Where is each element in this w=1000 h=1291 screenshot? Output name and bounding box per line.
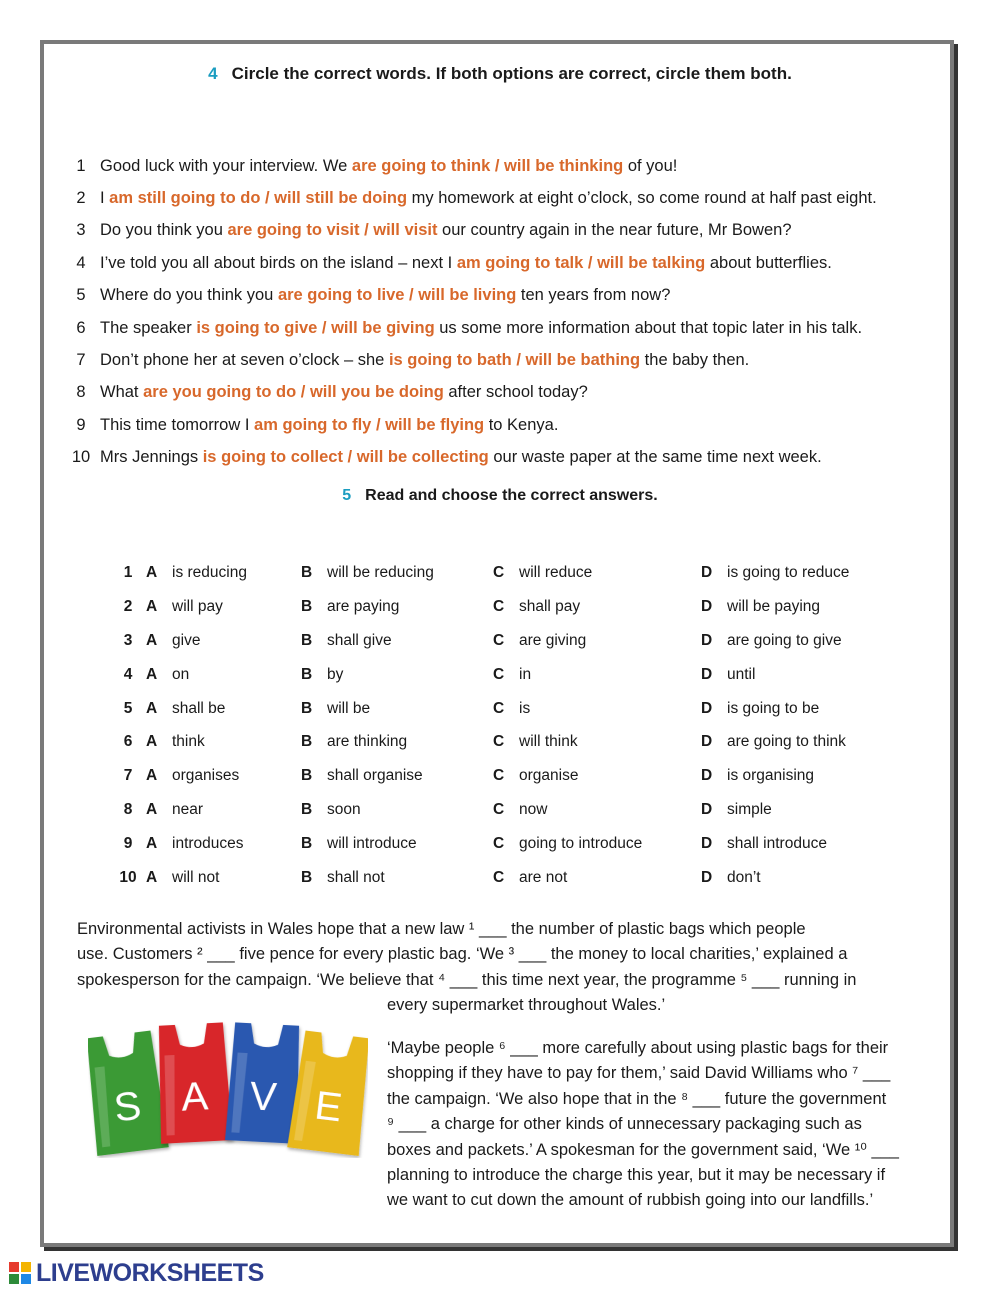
choice-text: think — [172, 733, 205, 751]
answer-choice[interactable] — [146, 700, 301, 718]
passage-line: boxes and packets.’ A spokesman for the government said, ‘We ¹⁰ ___ — [387, 1140, 899, 1159]
answer-choice[interactable] — [701, 733, 881, 751]
sentence-start: I — [100, 189, 110, 208]
answer-choice[interactable] — [701, 869, 881, 887]
choice-letter: B — [301, 563, 313, 581]
liveworksheets-logo-text: LIVEWORKSHEETS — [36, 1258, 264, 1287]
answer-choice[interactable] — [701, 632, 881, 650]
answer-options[interactable]: am going to fly / will be flying — [254, 415, 485, 434]
item-sentence — [100, 286, 670, 305]
item-sentence — [100, 254, 832, 273]
sentence-start: Do you think you — [100, 221, 228, 240]
answer-choice[interactable] — [493, 869, 701, 887]
answer-choice[interactable] — [493, 835, 701, 853]
exercise-5-row — [110, 725, 910, 759]
answer-choice[interactable] — [301, 801, 493, 819]
exercise-5-title — [0, 487, 1000, 505]
choice-letter: A — [146, 868, 158, 886]
choice-text: until — [727, 665, 756, 683]
choice-letter: C — [493, 835, 505, 853]
passage-line: planning to introduce the charge this year, but it may be necessary if — [387, 1166, 886, 1185]
choice-letter: C — [493, 665, 505, 683]
answer-options[interactable]: am going to talk / will be talking — [456, 253, 706, 272]
choice-text: will be paying — [727, 597, 821, 615]
exercise-5-row — [110, 861, 910, 895]
item-sentence — [100, 221, 792, 240]
answer-options[interactable]: am still going to do / will still be doing — [109, 189, 408, 208]
item-number: 6 — [76, 318, 86, 337]
sentence-end: our country again in the near future, Mr Bowen? — [437, 221, 792, 240]
passage-line: use. Customers ² ___ five pence for every plastic bag. ‘We ³ ___ the money to local charities,’ explained a — [77, 945, 848, 964]
choice-text: shall organise — [327, 767, 423, 785]
answer-options[interactable]: are going to visit / will visit — [227, 221, 438, 240]
item-sentence — [100, 416, 558, 435]
plastic-bag — [88, 1030, 169, 1156]
passage-line: ⁹ ___ a charge for other kinds of unnecessary packaging such as — [387, 1115, 862, 1134]
exercise-4-item — [62, 344, 942, 376]
choice-text: simple — [727, 801, 772, 819]
answer-options[interactable]: is going to bath / will be bathing — [388, 351, 641, 370]
item-sentence — [100, 383, 588, 402]
choice-letter: C — [493, 868, 505, 886]
item-number: 2 — [76, 189, 86, 208]
item-number: 9 — [76, 415, 86, 434]
choice-text: in — [519, 665, 532, 683]
choice-letter: A — [146, 597, 158, 615]
exercise-5-row — [110, 658, 910, 692]
passage-line: ‘Maybe people ⁶ ___ more carefully about using plastic bags for their — [387, 1039, 889, 1057]
exercise-5-row — [110, 793, 910, 827]
choice-text: shall give — [327, 631, 392, 649]
passage-line: shopping if they have to pay for them,’ said David Williams who ⁷ ___ — [387, 1064, 891, 1083]
answer-choice[interactable] — [701, 598, 881, 616]
choice-text: by — [327, 665, 344, 683]
bag-letter: A — [180, 1074, 210, 1120]
answer-choice[interactable] — [146, 869, 301, 887]
answer-choice[interactable] — [301, 835, 493, 853]
sentence-end: ten years from now? — [516, 286, 671, 305]
choice-text: are thinking — [327, 733, 408, 751]
answer-choice[interactable] — [301, 767, 493, 785]
sentence-end: about butterflies. — [705, 253, 832, 272]
answer-choice[interactable] — [493, 632, 701, 650]
question-number: 5 — [123, 699, 133, 717]
question-number: 3 — [123, 631, 133, 649]
answer-choice[interactable] — [493, 801, 701, 819]
answer-choice[interactable] — [301, 564, 493, 582]
answer-choice[interactable] — [301, 869, 493, 887]
choice-text: are giving — [519, 631, 587, 649]
sentence-start: I’ve told you all about birds on the island – next I — [100, 253, 457, 272]
choice-text: on — [172, 665, 190, 683]
passage-line: spokesperson for the campaign. ‘We believe that ⁴ ___ this time next year, the programme ⁵ ___ running in — [77, 970, 857, 989]
choice-letter: D — [701, 563, 713, 581]
exercise-5-row — [110, 692, 910, 726]
choice-text: shall introduce — [727, 835, 827, 853]
choice-letter: A — [146, 767, 158, 785]
choice-letter: C — [493, 733, 505, 751]
exercise-4-list — [62, 150, 942, 474]
sentence-start: Good luck with your interview. We — [100, 156, 352, 175]
answer-choice[interactable] — [146, 632, 301, 650]
answer-choice[interactable] — [701, 835, 881, 853]
answer-choice[interactable] — [701, 564, 881, 582]
answer-choice[interactable] — [493, 767, 701, 785]
choice-text: is going to be — [727, 699, 820, 717]
sentence-start: Mrs Jennings — [100, 448, 203, 467]
choice-letter: A — [146, 733, 158, 751]
item-number: 3 — [76, 221, 86, 240]
choice-text: will pay — [172, 597, 223, 615]
answer-choice[interactable] — [146, 598, 301, 616]
sentence-end: after school today? — [443, 383, 588, 402]
exercise-4-number: 4 — [208, 64, 218, 83]
exercise-5-row — [110, 556, 910, 590]
choice-text: will introduce — [327, 835, 417, 853]
answer-choice[interactable] — [146, 767, 301, 785]
answer-choice[interactable] — [301, 700, 493, 718]
answer-options[interactable]: is going to give / will be giving — [196, 318, 435, 337]
exercise-4-item — [62, 280, 942, 312]
sentence-end: my homework at eight o’clock, so come round at half past eight. — [407, 189, 877, 208]
choice-text: going to introduce — [519, 835, 643, 853]
answer-choice[interactable] — [301, 666, 493, 684]
choice-letter: A — [146, 801, 158, 819]
passage-line: we want to cut down the amount of rubbish going into our landfills.’ — [387, 1191, 874, 1210]
question-number: 8 — [123, 801, 133, 819]
answer-options[interactable]: are going to think / will be thinking — [351, 156, 624, 175]
exercise-4-instruction: Circle the correct words. If both options are correct, circle them both. — [231, 64, 792, 83]
choice-letter: D — [701, 733, 713, 751]
choice-text: will think — [519, 733, 578, 751]
answer-options[interactable]: are you going to do / will you be doing — [143, 383, 444, 402]
choice-letter: D — [701, 665, 713, 683]
exercise-5-options — [110, 556, 910, 895]
exercise-4-title — [0, 64, 1000, 84]
passage-paragraph-1-last-line: every supermarket throughout Wales.’ — [387, 996, 666, 1014]
sentence-start: The speaker — [100, 318, 197, 337]
exercise-5-row — [110, 590, 910, 624]
choice-letter: B — [301, 665, 313, 683]
answer-choice[interactable] — [146, 835, 301, 853]
question-number: 6 — [123, 733, 133, 751]
answer-choice[interactable] — [493, 666, 701, 684]
choice-text: don’t — [727, 868, 761, 886]
choice-text: shall be — [172, 699, 226, 717]
answer-options[interactable]: are going to live / will be living — [277, 286, 517, 305]
exercise-5-instruction: Read and choose the correct answers. — [365, 487, 658, 504]
plastic-bag — [287, 1030, 368, 1156]
sentence-start: What — [100, 383, 144, 402]
choice-letter: D — [701, 868, 713, 886]
choice-letter: A — [146, 665, 158, 683]
choice-letter: B — [301, 733, 313, 751]
answer-choice[interactable] — [493, 700, 701, 718]
exercise-5-row — [110, 759, 910, 793]
passage-line: Environmental activists in Wales hope that a new law ¹ ___ the number of plastic bags which people — [77, 920, 806, 938]
item-number: 8 — [76, 383, 86, 402]
choice-letter: D — [701, 835, 713, 853]
choice-letter: B — [301, 699, 313, 717]
choice-text: is going to reduce — [727, 563, 850, 581]
choice-letter: D — [701, 699, 713, 717]
question-number: 10 — [119, 868, 137, 886]
choice-text: is reducing — [172, 563, 247, 581]
answer-choice[interactable] — [493, 733, 701, 751]
choice-letter: D — [701, 631, 713, 649]
choice-text: will not — [172, 868, 220, 886]
choice-text: now — [519, 801, 548, 819]
sentence-end: the baby then. — [640, 351, 750, 370]
exercise-5-number: 5 — [342, 487, 352, 504]
question-number: 1 — [123, 563, 133, 581]
answer-choice[interactable] — [701, 801, 881, 819]
answer-choice[interactable] — [146, 564, 301, 582]
choice-letter: A — [146, 835, 158, 853]
question-number: 2 — [123, 597, 133, 615]
item-sentence — [100, 351, 749, 370]
choice-text: are not — [519, 868, 568, 886]
exercise-4-item — [62, 150, 942, 182]
choice-text: are going to think — [727, 733, 846, 751]
question-number: 9 — [123, 835, 133, 853]
choice-text: will be reducing — [327, 563, 434, 581]
save-bags-image — [88, 1018, 368, 1158]
bag-letter: S — [111, 1083, 144, 1131]
item-number: 10 — [71, 448, 91, 467]
item-sentence — [100, 448, 822, 467]
sentence-end: our waste paper at the same time next week. — [488, 448, 822, 467]
sentence-end: us some more information about that topic later in his talk. — [434, 318, 863, 337]
choice-letter: B — [301, 868, 313, 886]
question-number: 7 — [123, 767, 133, 785]
choice-letter: C — [493, 699, 505, 717]
choice-text: organise — [519, 767, 579, 785]
choice-text: are going to give — [727, 631, 842, 649]
liveworksheets-logo-icon — [8, 1261, 32, 1285]
choice-letter: C — [493, 801, 505, 819]
sentence-end: to Kenya. — [484, 415, 559, 434]
choice-letter: A — [146, 699, 158, 717]
choice-text: give — [172, 631, 201, 649]
choice-letter: C — [493, 597, 505, 615]
choice-letter: D — [701, 597, 713, 615]
item-number: 7 — [76, 351, 86, 370]
answer-choice[interactable] — [146, 733, 301, 751]
answer-choice[interactable] — [301, 733, 493, 751]
item-sentence — [100, 319, 862, 338]
choice-text: will reduce — [519, 563, 593, 581]
item-number: 5 — [76, 286, 86, 305]
answer-choice[interactable] — [146, 666, 301, 684]
choice-text: are paying — [327, 597, 400, 615]
choice-text: soon — [327, 801, 361, 819]
choice-letter: B — [301, 767, 313, 785]
sentence-end: of you! — [623, 156, 678, 175]
answer-choice[interactable] — [301, 632, 493, 650]
choice-letter: C — [493, 631, 505, 649]
item-sentence — [100, 157, 677, 176]
choice-letter: A — [146, 563, 158, 581]
answer-options[interactable]: is going to collect / will be collecting — [202, 448, 489, 467]
exercise-4-item — [62, 377, 942, 409]
choice-letter: B — [301, 835, 313, 853]
passage-paragraph-2 — [387, 1036, 947, 1214]
sentence-start: Where do you think you — [100, 286, 278, 305]
exercise-4-item — [62, 409, 942, 441]
passage-paragraph-1 — [77, 917, 937, 993]
exercise-4-item — [62, 215, 942, 247]
question-number: 4 — [123, 665, 133, 683]
choice-letter: D — [701, 767, 713, 785]
answer-choice[interactable] — [701, 700, 881, 718]
choice-text: shall not — [327, 868, 385, 886]
liveworksheets-logo — [8, 1258, 264, 1288]
choice-letter: B — [301, 597, 313, 615]
exercise-5-row — [110, 624, 910, 658]
item-number: 1 — [76, 156, 86, 175]
item-sentence — [100, 189, 877, 208]
choice-text: shall pay — [519, 597, 581, 615]
exercise-4-item — [62, 182, 942, 214]
item-number: 4 — [76, 253, 86, 272]
choice-letter: A — [146, 631, 158, 649]
plastic-bag — [155, 1022, 233, 1144]
answer-choice[interactable] — [701, 767, 881, 785]
choice-text: will be — [327, 699, 371, 717]
bag-letter: E — [312, 1083, 345, 1131]
bag-letter: V — [248, 1074, 278, 1120]
sentence-start: This time tomorrow I — [100, 415, 255, 434]
answer-choice[interactable] — [301, 598, 493, 616]
sentence-start: Don’t phone her at seven o’clock – she — [100, 351, 389, 370]
choice-letter: B — [301, 801, 313, 819]
exercise-4-item — [62, 312, 942, 344]
choice-text: near — [172, 801, 204, 819]
choice-text: is organising — [727, 767, 815, 785]
answer-choice[interactable] — [493, 564, 701, 582]
exercise-5-row — [110, 827, 910, 861]
choice-letter: C — [493, 767, 505, 785]
choice-text: introduces — [172, 835, 244, 853]
answer-choice[interactable] — [493, 598, 701, 616]
answer-choice[interactable] — [146, 801, 301, 819]
choice-text: is — [519, 699, 531, 717]
choice-letter: B — [301, 631, 313, 649]
choice-text: organises — [172, 767, 240, 785]
choice-letter: C — [493, 563, 505, 581]
exercise-4-item — [62, 442, 942, 474]
exercise-4-item — [62, 247, 942, 279]
passage-line: the campaign. ‘We also hope that in the ⁸ ___ future the government — [387, 1089, 887, 1108]
answer-choice[interactable] — [701, 666, 881, 684]
choice-letter: D — [701, 801, 713, 819]
